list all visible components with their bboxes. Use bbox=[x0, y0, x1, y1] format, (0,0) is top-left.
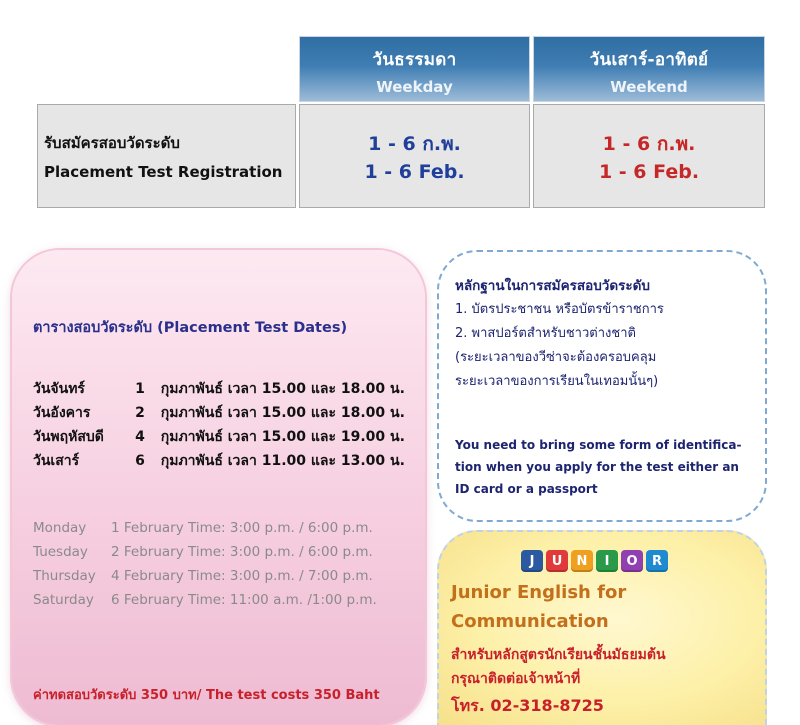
junior-logo bbox=[521, 550, 668, 572]
junior-logo-letter: R bbox=[646, 550, 668, 572]
english-row-day: Saturday bbox=[33, 592, 94, 608]
thai-row-day: วันพฤหัสบดี bbox=[33, 429, 104, 445]
registration-label-thai: รับสมัครสอบวัดระดับ bbox=[44, 134, 180, 152]
english-row-rest: 4 February Time: 3:00 p.m. / 7:00 p.m. bbox=[111, 568, 373, 584]
header-weekend bbox=[533, 36, 765, 102]
junior-logo-letter: I bbox=[596, 550, 618, 572]
junior-program-card bbox=[437, 530, 767, 725]
english-schedule-row bbox=[33, 544, 373, 560]
requirements-title: หลักฐานในการสมัครสอบวัดระดับ bbox=[455, 278, 650, 294]
registration-weekend-cell bbox=[533, 104, 765, 208]
junior-info-line: กรุณาติดต่อเจ้าหน้าที่ bbox=[451, 671, 581, 687]
weekday-date-english: 1 - 6 Feb. bbox=[364, 161, 465, 183]
requirements-card bbox=[437, 250, 767, 522]
requirements-english-note: You need to bring some form of identifica-tion when you apply for the test either an ID card or a passport bbox=[455, 438, 742, 496]
thai-row-num: 6 bbox=[135, 453, 145, 469]
header-weekend-thai: วันเสาร์-อาทิตย์ bbox=[589, 50, 709, 70]
placement-schedule-card bbox=[12, 250, 425, 725]
header-weekday bbox=[299, 36, 530, 102]
thai-schedule-row bbox=[33, 450, 405, 472]
thai-schedule-row bbox=[33, 426, 405, 448]
header-weekday-english: Weekday bbox=[376, 78, 453, 96]
test-fee-note: ค่าทดสอบวัดระดับ 350 บาท/ The test costs 350 Baht bbox=[33, 688, 380, 703]
thai-schedule-row bbox=[33, 378, 405, 400]
english-row-day: Tuesday bbox=[33, 544, 88, 560]
thai-row-day: วันเสาร์ bbox=[33, 453, 80, 469]
english-row-rest: 6 February Time: 11:00 a.m. /1:00 p.m. bbox=[111, 592, 377, 608]
registration-label-english: Placement Test Registration bbox=[44, 163, 283, 181]
weekday-date-thai: 1 - 6 ก.พ. bbox=[368, 133, 461, 155]
thai-schedule-row bbox=[33, 402, 405, 424]
english-row-day: Thursday bbox=[33, 568, 96, 584]
english-row-rest: 1 February Time: 3:00 p.m. / 6:00 p.m. bbox=[111, 520, 373, 536]
english-row-day: Monday bbox=[33, 520, 87, 536]
junior-phone: โทร. 02-318-8725 bbox=[451, 696, 604, 715]
junior-logo-letter: O bbox=[621, 550, 643, 572]
thai-row-rest: กุมภาพันธ์ เวลา 15.00 และ 18.00 น. bbox=[160, 405, 405, 421]
english-row-rest: 2 February Time: 3:00 p.m. / 6:00 p.m. bbox=[111, 544, 373, 560]
junior-logo-letter: N bbox=[571, 550, 593, 572]
thai-row-day: วันอังคาร bbox=[33, 405, 91, 421]
junior-info-line: สำหรับหลักสูตรนักเรียนชั้นมัธยมต้น bbox=[451, 647, 666, 663]
schedule-title: ตารางสอบวัดระดับ (Placement Test Dates) bbox=[33, 320, 348, 336]
thai-row-day: วันจันทร์ bbox=[33, 381, 85, 397]
thai-row-rest: กุมภาพันธ์ เวลา 11.00 และ 13.00 น. bbox=[160, 453, 405, 469]
english-schedule-row bbox=[33, 568, 373, 584]
requirement-line: 1. บัตรประชาชน หรือบัตรข้าราชการ bbox=[455, 302, 664, 317]
english-schedule-row bbox=[33, 520, 373, 536]
header-weekday-thai: วันธรรมดา bbox=[372, 50, 457, 70]
thai-row-num: 4 bbox=[135, 429, 145, 445]
thai-row-num: 2 bbox=[135, 405, 145, 421]
junior-title: Junior English for Communication bbox=[451, 582, 627, 632]
registration-weekday-cell bbox=[299, 104, 530, 208]
thai-row-num: 1 bbox=[135, 381, 145, 397]
requirement-line: 2. พาสปอร์ตสำหรับชาวต่างชาติ bbox=[455, 326, 636, 341]
requirement-line: (ระยะเวลาของวีซ่าจะต้องครอบคลุม bbox=[455, 350, 657, 365]
weekend-date-thai: 1 - 6 ก.พ. bbox=[602, 133, 696, 155]
thai-row-rest: กุมภาพันธ์ เวลา 15.00 และ 19.00 น. bbox=[160, 429, 405, 445]
header-weekend-english: Weekend bbox=[610, 78, 688, 96]
junior-logo-letter: U bbox=[546, 550, 568, 572]
requirement-line: ระยะเวลาของการเรียนในเทอมนั้นๆ) bbox=[455, 374, 659, 389]
junior-logo-letter: J bbox=[521, 550, 543, 572]
english-schedule-row bbox=[33, 592, 377, 608]
thai-row-rest: กุมภาพันธ์ เวลา 15.00 และ 18.00 น. bbox=[160, 381, 405, 397]
registration-label-cell bbox=[37, 104, 296, 208]
weekend-date-english: 1 - 6 Feb. bbox=[598, 161, 700, 183]
